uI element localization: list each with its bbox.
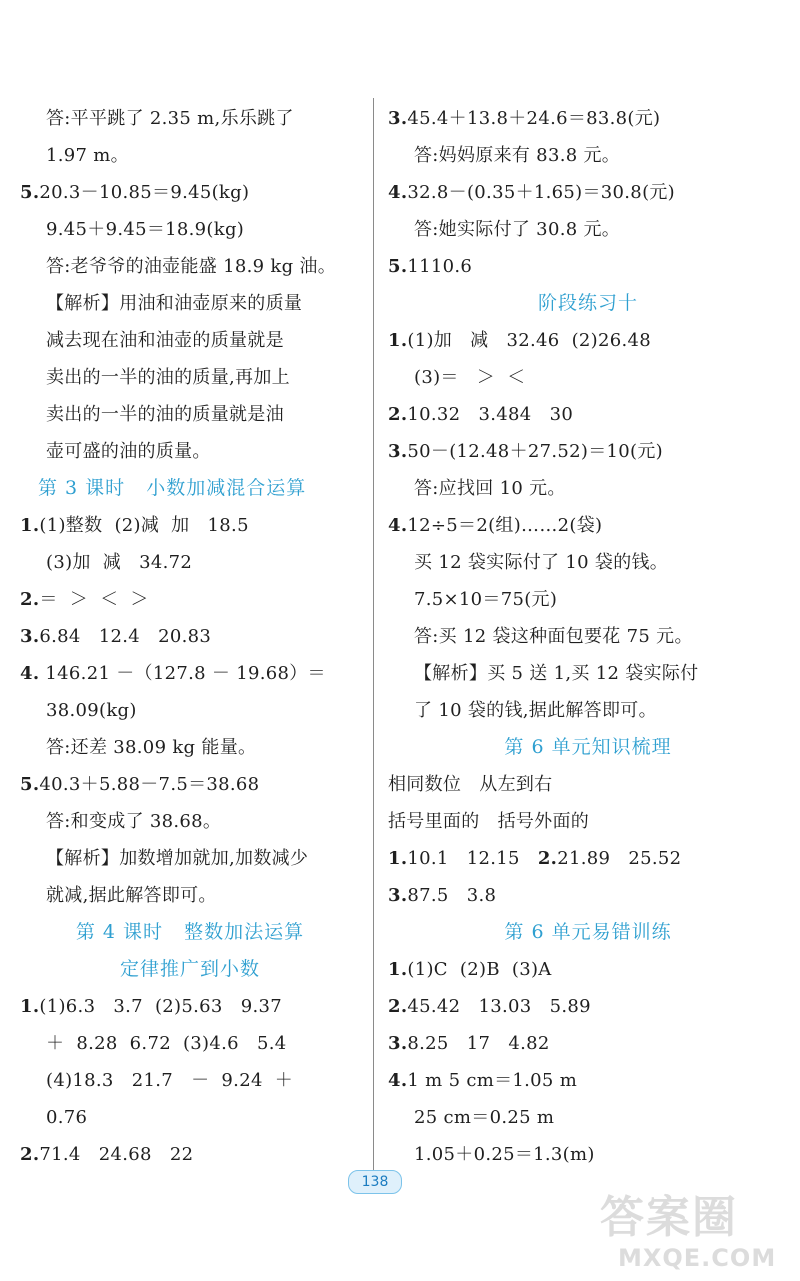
watermark-url: MXQE.COM: [618, 1244, 777, 1272]
text-line: [388, 877, 788, 914]
text-line: [388, 951, 788, 988]
answer-text: 第 4 课时 整数加法运算: [75, 921, 305, 943]
section-heading: [20, 470, 360, 507]
question-number: 1.: [388, 330, 408, 351]
answer-text: 6.84 12.4 20.83: [39, 626, 212, 647]
answer-text: 答:和变成了 38.68。: [46, 811, 222, 832]
answer-text: 答:买 12 袋这种面包要花 75 元。: [414, 626, 693, 647]
text-line: [20, 729, 360, 766]
text-line: [20, 877, 360, 914]
answer-text: 答:老爷爷的油壶能盛 18.9 kg 油。: [46, 256, 337, 277]
text-line: [388, 544, 788, 581]
answer-text: 71.4 24.68 22: [39, 1144, 194, 1165]
question-number: 2.: [20, 1144, 40, 1165]
text-line: [388, 1136, 788, 1173]
page-number: 138: [348, 1170, 402, 1194]
question-number: 4.: [20, 663, 40, 684]
answer-text: 45.4＋13.8＋24.6＝83.8(元): [407, 108, 661, 129]
answer-text: 卖出的一半的油的质量就是油: [46, 404, 284, 425]
text-line: [388, 433, 788, 470]
question-number: 4.: [388, 182, 408, 203]
text-line: [20, 618, 360, 655]
question-number: 3.: [20, 626, 40, 647]
question-number: 2.: [537, 848, 558, 869]
watermark-text: 答案圈: [600, 1192, 738, 1243]
answer-text: 答:妈妈原来有 83.8 元。: [414, 145, 621, 166]
question-number: 3.: [388, 1033, 408, 1054]
text-line: [20, 655, 360, 692]
question-number: 3.: [388, 108, 408, 129]
text-line: [388, 137, 788, 174]
answer-text: 阶段练习十: [537, 292, 638, 314]
question-number: 1.: [20, 515, 40, 536]
answer-text: (1)整数 (2)减 加 18.5: [39, 515, 249, 536]
question-number: 2.: [388, 404, 408, 425]
text-line: [388, 1062, 788, 1099]
text-line: [388, 988, 788, 1025]
answer-text: 8.25 17 4.82: [407, 1033, 550, 1054]
answer-text: (1)C (2)B (3)A: [407, 959, 552, 980]
answer-text: 就减,据此解答即可。: [46, 885, 217, 906]
text-line: [20, 137, 360, 174]
answer-text: 买 12 袋实际付了 10 袋的钱。: [414, 552, 669, 573]
right-column: [388, 100, 788, 1173]
text-line: [388, 174, 788, 211]
answer-text: 答:平平跳了 2.35 m,乐乐跳了: [46, 108, 294, 129]
answer-text: 了 10 袋的钱,据此解答即可。: [414, 700, 657, 721]
answer-text: 【解析】用油和油壶原来的质量: [46, 293, 303, 314]
text-line: [388, 1099, 788, 1136]
text-line: [20, 211, 360, 248]
answer-text: (4)18.3 21.7 － 9.24 ＋: [46, 1070, 294, 1091]
question-number: 1.: [388, 959, 408, 980]
answer-text: 答:还差 38.09 kg 能量。: [46, 737, 257, 758]
answer-text: 答:应找回 10 元。: [414, 478, 566, 499]
text-line: [20, 840, 360, 877]
answer-text: 9.45＋9.45＝18.9(kg): [46, 219, 245, 240]
answer-text: 定律推广到小数: [119, 958, 260, 980]
text-line: [20, 174, 360, 211]
section-heading: [388, 285, 788, 322]
text-line: [388, 581, 788, 618]
text-line: [20, 1025, 360, 1062]
text-line: [388, 396, 788, 433]
text-line: [388, 211, 788, 248]
text-line: [388, 322, 788, 359]
answer-text: 卖出的一半的油的质量,再加上: [46, 367, 290, 388]
answer-text: 20.3－10.85＝9.45(kg): [39, 182, 250, 203]
text-line: [20, 396, 360, 433]
answer-text: 10.32 3.484 30: [407, 404, 574, 425]
text-line: [388, 248, 788, 285]
answer-text: ＋ 8.28 6.72 (3)4.6 5.4: [46, 1033, 287, 1054]
watermark-logo: [600, 1190, 790, 1275]
answer-text: 40.3＋5.88－7.5＝38.68: [39, 774, 260, 795]
answer-text: (3)加 减 34.72: [46, 552, 193, 573]
answer-text: (1)6.3 3.7 (2)5.63 9.37: [39, 996, 282, 1017]
answer-text: 【解析】买 5 送 1,买 12 袋实际付: [414, 663, 699, 684]
answer-text: 第 3 课时 小数加减混合运算: [38, 477, 307, 499]
text-line: [388, 470, 788, 507]
text-line: [20, 322, 360, 359]
text-line: [20, 766, 360, 803]
answer-text: 21.89 25.52: [557, 848, 682, 869]
text-line: [20, 692, 360, 729]
text-line: [20, 285, 360, 322]
text-line: [388, 803, 788, 840]
question-number: 1.: [20, 996, 40, 1017]
text-line: [20, 248, 360, 285]
answer-text: 相同数位 从左到右: [388, 774, 553, 795]
answer-text: (3)＝ ＞ ＜: [414, 367, 526, 388]
text-line: [20, 433, 360, 470]
question-number: 3.: [388, 885, 408, 906]
text-line: [388, 655, 788, 692]
text-line: [388, 1025, 788, 1062]
answer-text: 7.5×10＝75(元): [414, 589, 558, 610]
question-number: 2.: [388, 996, 408, 1017]
answer-text: 括号里面的 括号外面的: [388, 811, 590, 832]
text-line: [388, 100, 788, 137]
question-number: 5.: [20, 182, 40, 203]
text-line: [20, 988, 360, 1025]
text-line: [388, 840, 788, 877]
answer-text: 0.76: [46, 1107, 88, 1128]
question-number: 4.: [388, 515, 408, 536]
answer-text: 12÷5＝2(组)……2(袋): [407, 515, 603, 536]
question-number: 3.: [388, 441, 408, 462]
answer-text: 答:她实际付了 30.8 元。: [414, 219, 621, 240]
text-line: [388, 766, 788, 803]
answer-text: (1)加 减 32.46 (2)26.48: [407, 330, 652, 351]
section-heading: [388, 729, 788, 766]
question-number: 2.: [20, 589, 40, 610]
text-line: [388, 359, 788, 396]
text-line: [20, 1136, 360, 1173]
answer-text: 10.1 12.15: [407, 848, 538, 869]
text-line: [20, 1062, 360, 1099]
column-divider: [373, 98, 374, 1178]
text-line: [388, 507, 788, 544]
answer-text: 1.97 m。: [46, 145, 129, 166]
answer-text: 146.21 －（127.8 － 19.68）＝: [39, 663, 326, 684]
answer-text: 第 6 单元知识梳理: [504, 736, 672, 758]
text-line: [20, 803, 360, 840]
question-number: 4.: [388, 1070, 408, 1091]
answer-text: ＝ ＞ ＜ ＞: [39, 589, 149, 610]
section-heading: [20, 951, 360, 988]
question-number: 5.: [20, 774, 40, 795]
answer-text: 25 cm＝0.25 m: [414, 1107, 555, 1128]
answer-text: 87.5 3.8: [407, 885, 497, 906]
answer-text: 1.05＋0.25＝1.3(m): [414, 1144, 595, 1165]
text-line: [20, 544, 360, 581]
text-line: [20, 359, 360, 396]
text-line: [20, 581, 360, 618]
left-column: [20, 100, 360, 1173]
answer-text: 38.09(kg): [46, 700, 137, 721]
question-number: 5.: [388, 256, 408, 277]
text-line: [20, 1099, 360, 1136]
question-number: 1.: [388, 848, 408, 869]
answer-text: 32.8－(0.35＋1.65)＝30.8(元): [407, 182, 676, 203]
text-line: [20, 507, 360, 544]
answer-text: 减去现在油和油壶的质量就是: [46, 330, 284, 351]
answer-text: 【解析】加数增加就加,加数减少: [46, 848, 309, 869]
answer-text: 第 6 单元易错训练: [504, 921, 672, 943]
text-line: [388, 692, 788, 729]
answer-text: 50－(12.48＋27.52)＝10(元): [407, 441, 663, 462]
text-line: [388, 618, 788, 655]
section-heading: [20, 914, 360, 951]
answer-text: 45.42 13.03 5.89: [407, 996, 591, 1017]
answer-text: 1 m 5 cm＝1.05 m: [407, 1070, 578, 1091]
section-heading: [388, 914, 788, 951]
text-line: [20, 100, 360, 137]
answer-text: 1110.6: [407, 256, 473, 277]
answer-text: 壶可盛的油的质量。: [46, 441, 211, 462]
